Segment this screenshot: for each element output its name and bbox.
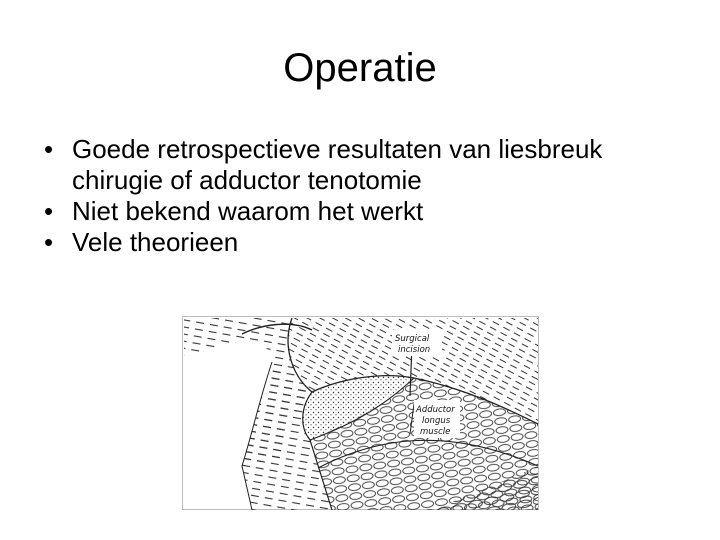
label-surgical: Surgical [395,334,430,344]
bullet-item [44,134,684,196]
anatomy-drawing [182,316,539,510]
bullet-text: Niet bekend waarom het werkt [72,196,424,226]
slide-title: Operatie [283,46,437,90]
bullet-icon: • [44,134,54,164]
bullet-text: Vele theorieen [72,227,239,257]
label-longus: longus [422,416,451,426]
bullet-item [44,196,684,227]
anatomy-illustration [182,316,539,510]
bullet-icon: • [44,227,54,257]
label-muscle: muscle [420,427,451,437]
label-incision: incision [398,345,431,355]
bullet-item [44,227,684,258]
label-adductor: Adductor [416,405,455,415]
bullet-icon: • [44,196,54,226]
bullet-list [44,134,684,258]
bullet-text: Goede retrospectieve resultaten van liesbreuk chirugie of adductor tenotomie [72,134,603,195]
